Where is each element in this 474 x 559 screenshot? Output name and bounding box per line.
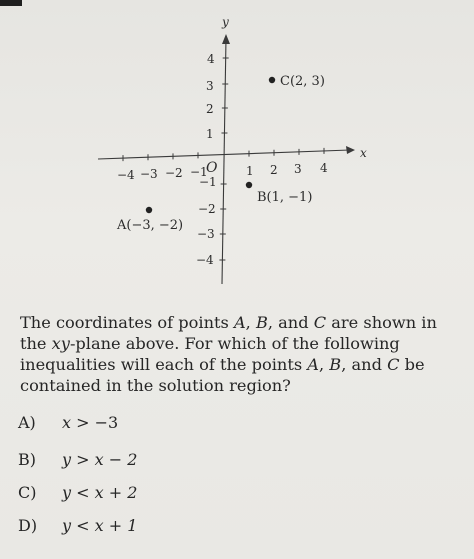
x-tick-label: −3 (140, 167, 158, 181)
point-b-dot (246, 182, 252, 188)
choice-lhs: x (62, 413, 72, 432)
choice-c[interactable] (18, 483, 318, 507)
question-part: The coordinates of points (20, 313, 234, 332)
choice-rhs: x + 2 (94, 483, 138, 502)
question-part: -plane above. For which of the following inequalities will each of the points (20, 334, 400, 374)
y-tick-label: −3 (197, 227, 215, 241)
choice-op: > (71, 450, 95, 469)
y-axis-label: y (222, 15, 229, 29)
choice-lhs: y (62, 450, 72, 469)
choice-expression (62, 483, 137, 502)
origin-label: O (206, 160, 218, 176)
choice-expression (62, 413, 118, 432)
choice-b[interactable] (18, 450, 318, 474)
choice-expression (62, 516, 137, 535)
x-tick-label: −1 (190, 165, 208, 179)
choice-a[interactable] (18, 413, 318, 437)
point-c-dot (269, 77, 275, 83)
x-tick-label: 4 (320, 161, 328, 175)
question-part: , (245, 313, 256, 332)
y-tick-label: −1 (199, 175, 217, 189)
choice-op: > (71, 413, 95, 432)
point-name: A (233, 313, 246, 332)
choice-op: < (71, 516, 95, 535)
point-a-dot (146, 207, 152, 213)
choice-lhs: y (62, 483, 72, 502)
y-tick-label: −2 (198, 202, 216, 216)
choice-letter: C) (18, 483, 37, 502)
plane-name: xy (51, 334, 70, 353)
choice-op: < (71, 483, 95, 502)
choice-d[interactable] (18, 516, 318, 540)
choice-letter: B) (18, 450, 36, 469)
point-a-label: A(−3, −2) (117, 218, 184, 233)
question-part: , and (267, 313, 314, 332)
y-tick-label: 1 (206, 127, 214, 141)
question-part: are shown in the (20, 313, 437, 353)
x-tick-label: 2 (270, 163, 278, 177)
x-tick-label: 1 (246, 164, 254, 178)
point-c-label: C(2, 3) (280, 74, 325, 89)
point-name: B (329, 355, 342, 374)
point-name: A (307, 355, 319, 374)
y-axis-arrow (222, 34, 230, 44)
x-tick-label: −4 (117, 168, 135, 182)
question-part: be contained in the solution region? (20, 355, 425, 395)
point-name: B (255, 313, 268, 332)
x-tick-label: 3 (294, 162, 302, 176)
y-tick-label: −4 (196, 253, 214, 267)
x-axis-arrow (346, 146, 355, 154)
y-tick-label: 4 (207, 52, 215, 66)
question-part: , (319, 355, 330, 374)
choice-letter: D) (18, 516, 38, 535)
y-tick-label: 3 (206, 79, 214, 93)
choice-letter: A) (18, 413, 36, 432)
choice-expression (62, 450, 137, 469)
choice-rhs: x − 2 (94, 450, 138, 469)
choice-rhs: x + 1 (94, 516, 138, 535)
x-tick-label: −2 (165, 166, 183, 180)
y-tick-label: 2 (206, 102, 214, 116)
y-axis (222, 38, 226, 284)
point-name: C (313, 313, 327, 332)
point-b-label: B(1, −1) (257, 190, 313, 205)
point-name: C (387, 355, 400, 374)
question-part: , and (341, 355, 388, 374)
x-axis-label: x (360, 146, 367, 160)
choice-lhs: y (62, 516, 72, 535)
question-text (20, 312, 462, 396)
choice-rhs: −3 (94, 413, 119, 432)
